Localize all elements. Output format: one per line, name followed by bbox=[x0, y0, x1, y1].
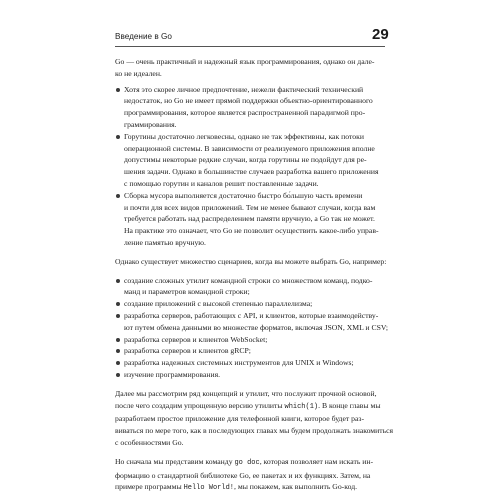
next-steps-paragraph bbox=[115, 388, 394, 449]
text-run: . В конце главы мы bbox=[318, 400, 381, 410]
page-number: 29 bbox=[372, 26, 389, 43]
bullet-icon bbox=[116, 279, 120, 283]
list-item bbox=[115, 310, 388, 334]
text-line: разработка серверов и клиентов gRCP; bbox=[124, 346, 251, 356]
text-line: Однако существует множество сценариев, когда вы можете выбрать Go, например: bbox=[115, 256, 387, 266]
text-line: шения задачи. Однако в большинстве случаев разработка вашего приложения bbox=[124, 167, 379, 177]
list-item bbox=[115, 190, 385, 249]
text-line: Хотя это скорее личное предпочтение, нежели фактический технический bbox=[124, 84, 364, 94]
bullet-icon bbox=[116, 373, 120, 377]
inline-code: go doc bbox=[234, 458, 260, 467]
text-line: разработаем простое приложение для телефонной книги, которое будет раз- bbox=[115, 414, 365, 424]
bullet-icon bbox=[116, 338, 120, 342]
text-line: Далее мы рассмотрим ряд концепций и утилит, что послужит прочной основой, bbox=[115, 388, 377, 398]
drawbacks-list bbox=[115, 84, 385, 249]
bullet-icon bbox=[116, 361, 120, 365]
list-item bbox=[115, 334, 385, 346]
text-line: граммирования. bbox=[124, 119, 177, 129]
text-line: изучение программирования. bbox=[124, 369, 221, 379]
list-item bbox=[115, 345, 385, 357]
text-run: , мы покажем, как выполнить Go-код. bbox=[233, 482, 358, 492]
list-item bbox=[115, 357, 385, 369]
text-line: с помощью горутин и каналов решит поставленные задачи. bbox=[124, 178, 319, 188]
text-line: ление памятью вручную. bbox=[124, 237, 206, 247]
text-run: после чего создадим упрощенную версию утилиты bbox=[115, 400, 285, 410]
bullet-icon bbox=[116, 314, 120, 318]
text-line: создание сложных утилит командной строки со множеством команд, подко- bbox=[124, 275, 373, 285]
text-line: разработка серверов и клиентов WebSocket; bbox=[124, 334, 268, 344]
text-line: ют путем обмена данными во множестве форматов, включая JSON, XML и CSV; bbox=[124, 322, 388, 332]
text-line: разработка серверов, работающих с API, и клиентов, которые взаимодейству- bbox=[124, 310, 379, 320]
list-item bbox=[115, 369, 385, 381]
text-line: создание приложений с высокой степенью параллелизма; bbox=[124, 299, 313, 309]
text-line: виваться по мере того, как в последующих главах мы будем продолжать знакомиться bbox=[115, 426, 394, 436]
text-line: На практике это означает, что Go не позволит осуществить какое-либо управ- bbox=[124, 226, 379, 236]
text-run: , которая позволяет нам искать ин- bbox=[259, 456, 374, 466]
text-line: с особенностями Go. bbox=[115, 437, 184, 447]
bullet-icon bbox=[116, 349, 120, 353]
text-line: допустимы некоторые редкие случаи, когда горутины не подойдут для ре- bbox=[124, 155, 367, 165]
list-item bbox=[115, 84, 385, 131]
text-line: Go — очень практичный и надежный язык программирования, однако он дале- bbox=[115, 57, 375, 66]
text-line bbox=[115, 400, 385, 414]
text-line: недостаток, но Go не имеет прямой поддержки объектно-ориентированного bbox=[124, 96, 373, 106]
text-line: разработка надежных системных инструментов для UNIX и Windows; bbox=[124, 358, 354, 368]
bullet-icon bbox=[116, 302, 120, 306]
text-line: программирования, которое является распространенной парадигмой про- bbox=[124, 108, 366, 118]
text-run: примере программы bbox=[115, 482, 184, 492]
page-content bbox=[115, 56, 394, 499]
bullet-icon bbox=[116, 135, 120, 139]
list-item bbox=[115, 131, 385, 190]
text-line: операционной системы. В зависимости от реализуемого приложения вполне bbox=[124, 143, 375, 153]
text-line: Сборка мусора выполняется достаточно быстро бо́льшую часть времени bbox=[124, 190, 363, 200]
text-line: манд и параметров командной строки; bbox=[124, 287, 250, 297]
text-line: формацию о стандартной библиотеке Go, ее пакетах и их функциях. Затем, на bbox=[115, 470, 371, 480]
text-line: требуется работать над распределением памяти вручную, а Go так не может. bbox=[124, 214, 375, 224]
final-paragraph bbox=[115, 456, 385, 495]
scenarios-list bbox=[115, 275, 388, 381]
text-line: Горутины достаточно легковесны, однако не так эффективны, как потоки bbox=[124, 131, 364, 141]
bullet-icon bbox=[116, 88, 120, 92]
text-line: и почти для всех видов приложений. Тем не менее бывают случаи, когда вам bbox=[124, 202, 376, 212]
list-item bbox=[115, 275, 385, 299]
inline-code: which(1) bbox=[284, 402, 319, 411]
text-line bbox=[115, 456, 385, 470]
inline-code: Hello World! bbox=[183, 484, 234, 493]
bullet-icon bbox=[116, 194, 120, 198]
running-header-title: Введение в Go bbox=[115, 32, 172, 41]
header-divider bbox=[115, 46, 385, 47]
text-line: ко не идеален. bbox=[115, 68, 162, 78]
text-line bbox=[115, 481, 385, 495]
list-item bbox=[115, 298, 385, 310]
text-run: Но сначала мы представим команду bbox=[115, 456, 235, 466]
intro-paragraph bbox=[115, 56, 385, 80]
scenarios-intro bbox=[115, 256, 385, 268]
